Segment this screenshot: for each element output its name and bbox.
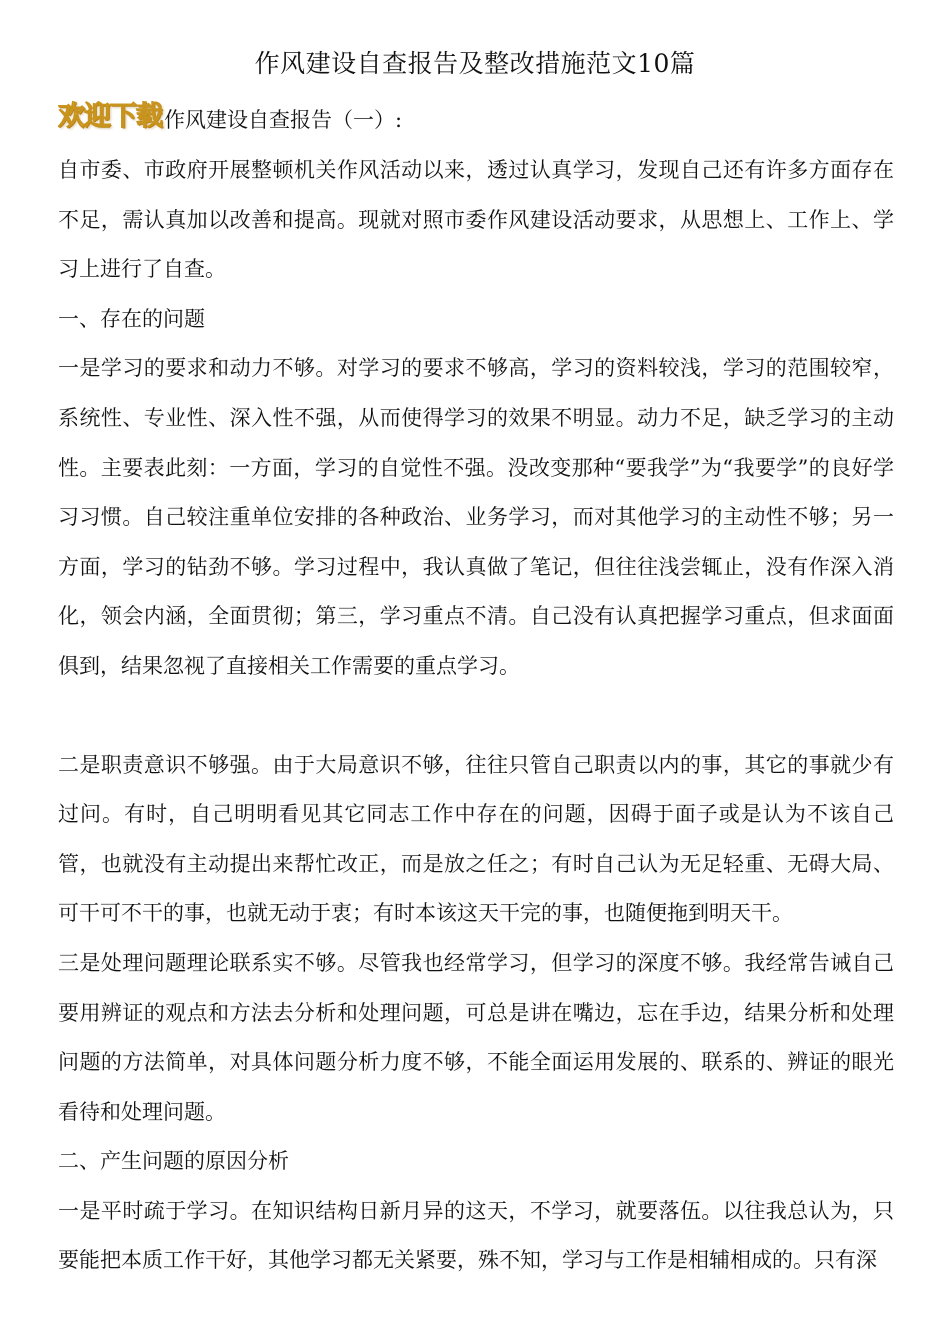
section-heading-causes: 二、产生问题的原因分析 (58, 1149, 289, 1174)
paragraph: 三是处理问题理论联系实不够。尽管我也经常学习，但学习的深度不够。我经常告诫自己要用辨证的观点和方法去分析和处理问题，可总是讲在嘴边，忘在手边，结果分析和处理问题的方法简单，对具体问题分析力度不够，不能全面运用发展的、联系的、辨证的眼光看待和处理问题。 (58, 950, 894, 1124)
document-body (58, 146, 894, 1286)
section-heading: 作风建设自查报告（一）: (164, 108, 403, 132)
paragraph: 二是职责意识不够强。由于大局意识不够，往往只管自己职责以内的事，其它的事就少有过问。有时，自己明明看见其它同志工作中存在的问题，因碍于面子或是认为不该自己管，也就没有主动提出来帮忙改正，而是放之任之；有时自己认为无足轻重、无碍大局、可干可不干的事，也就无动于衷；有时本该这天干完的事，也随便拖到明天干。 (58, 752, 894, 926)
paragraph: 自市委、市政府开展整顿机关作风活动以来，透过认真学习，发现自己还有许多方面存在不足，需认真加以改善和提高。现就对照市委作风建设活动要求，从思想上、工作上、学习上进行了自查。 (58, 158, 894, 282)
section-heading-row (58, 98, 402, 142)
document-title: 作风建设自查报告及整改措施范文10篇 (254, 49, 696, 78)
paragraph: 一是平时疏于学习。在知识结构日新月异的这天，不学习，就要落伍。以往我总认为，只要能把本质工作干好，其他学习都无关紧要，殊不知，学习与工作是相辅相成的。只有深 (58, 1198, 894, 1273)
paragraph-spacer (58, 692, 894, 741)
section-heading-problems: 一、存在的问题 (58, 306, 205, 331)
paragraph: 一是学习的要求和动力不够。对学习的要求不够高，学习的资料较浅，学习的范围较窄，系统性、专业性、深入性不强，从而使得学习的效果不明显。动力不足，缺乏学习的主动性。主要表此刻：一方面，学习的自觉性不强。没改变那种“要我学”为“我要学”的良好学习习惯。自己较注重单位安排的各种政治、业务学习，而对其他学习的主动性不够；另一方面，学习的钻劲不够。学习过程中，我认真做了笔记，但往往浅尝辄止，没有作深入消化，领会内涵，全面贯彻；第三，学习重点不清。自己没有认真把握学习重点，但求面面俱到，结果忽视了直接相关工作需要的重点学习。 (58, 356, 894, 678)
welcome-download-stamp: 欢迎下载 (58, 101, 162, 132)
